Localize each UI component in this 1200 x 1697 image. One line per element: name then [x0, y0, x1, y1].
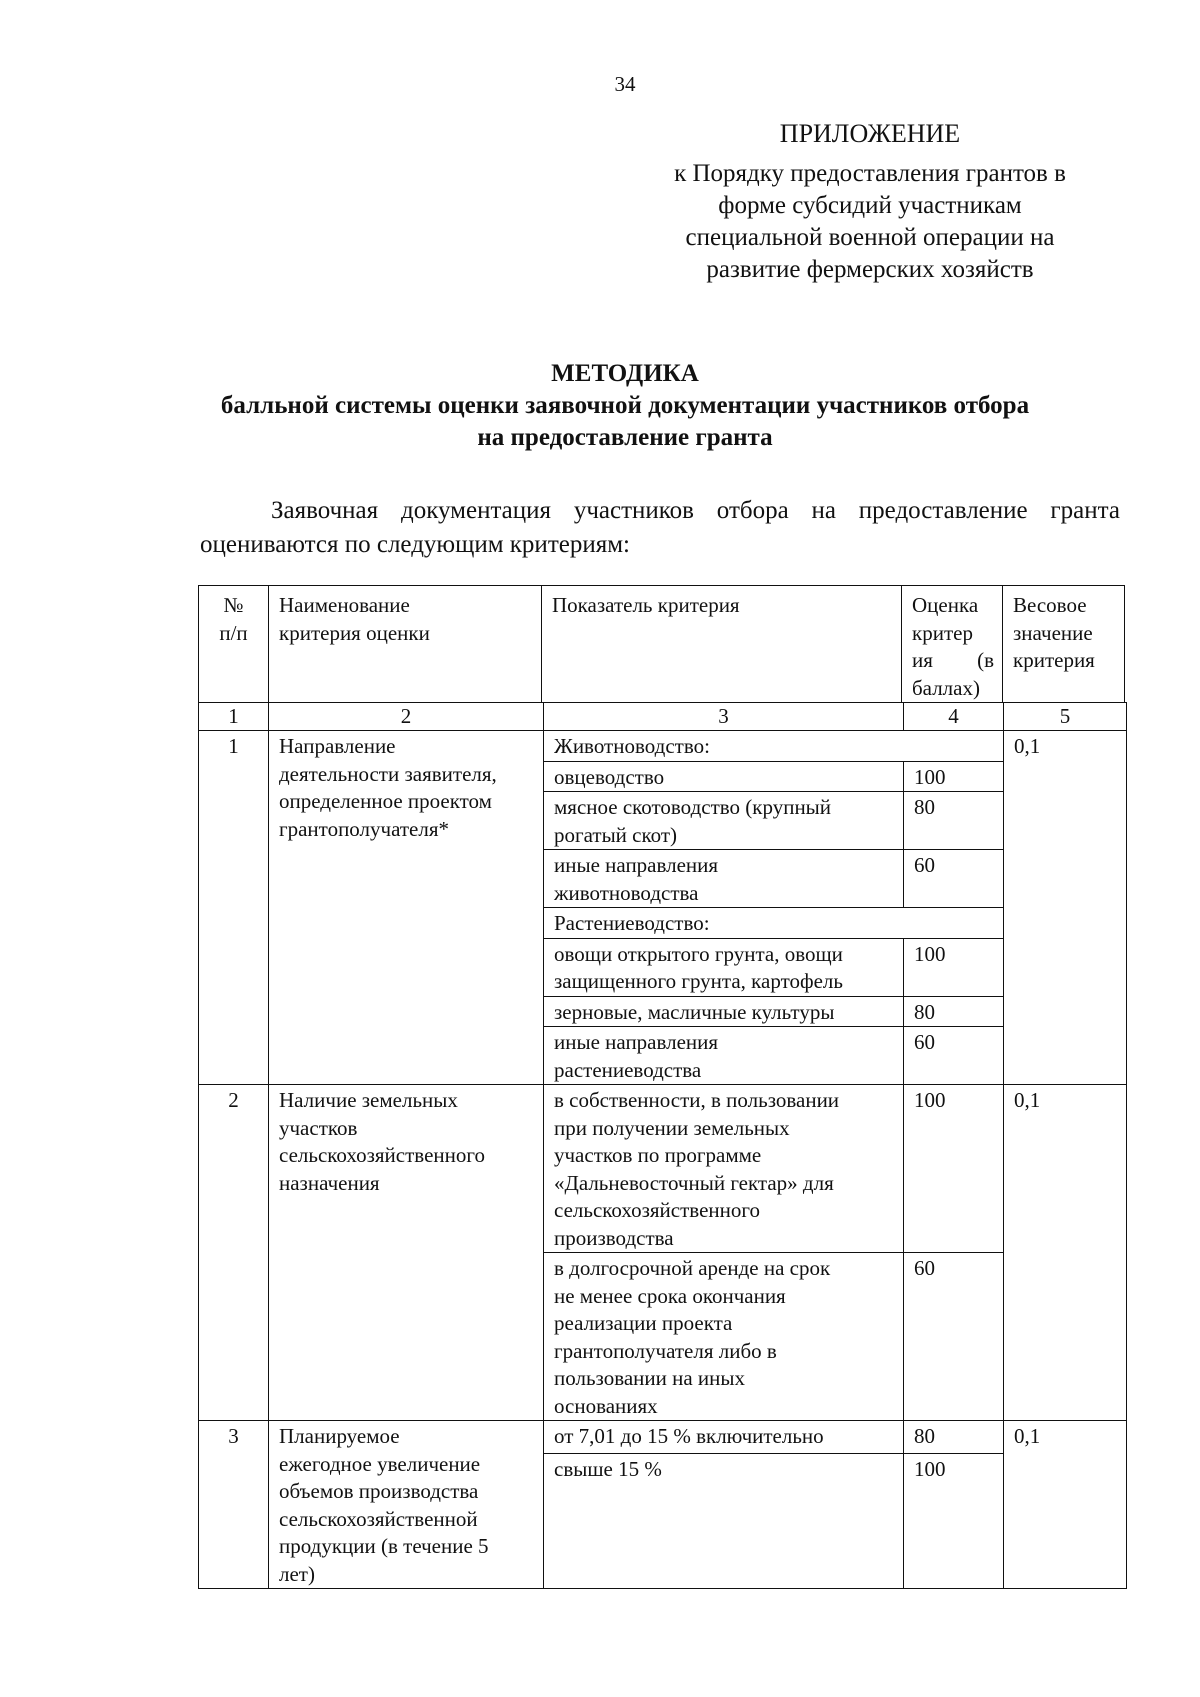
indicator-score: 60 — [904, 1027, 1004, 1085]
criteria-table-header — [198, 585, 1125, 703]
indicator-text: иные направления растениеводства — [544, 1027, 904, 1085]
indicator-score: 60 — [904, 850, 1004, 908]
title-line: МЕТОДИКА — [551, 360, 699, 387]
criterion-number: 1 — [199, 731, 269, 1085]
criterion-weight: 0,1 — [1004, 731, 1127, 1085]
indicator-group: Животноводство: — [544, 731, 1004, 762]
criteria-table — [198, 702, 1127, 1589]
indicator-score: 100 — [904, 1085, 1004, 1253]
criterion-weight: 0,1 — [1004, 1085, 1127, 1421]
header-number: № п/п — [199, 586, 269, 703]
criterion-name: Направление деятельности заявителя, определенное проектом грантополучателя* — [269, 731, 544, 1085]
indicator-score: 100 — [904, 761, 1004, 792]
column-number: 3 — [544, 703, 904, 731]
indicator-text: в долгосрочной аренде на срок не менее срока окончания реализации проекта грантополучателя либо в пользовании на иных основаниях — [544, 1253, 904, 1421]
title-line: балльной системы оценки заявочной документации участников отбора — [220, 392, 1030, 419]
indicator-text: мясное скотоводство (крупный рогатый скот) — [544, 792, 904, 850]
column-number-row — [199, 703, 1127, 731]
criterion-name: Наличие земельных участков сельскохозяйственного назначения — [269, 1085, 544, 1421]
indicator-text: от 7,01 до 15 % включительно — [544, 1421, 904, 1454]
criterion-weight: 0,1 — [1004, 1421, 1127, 1589]
criterion-number: 2 — [199, 1085, 269, 1421]
table-row — [199, 1421, 1127, 1454]
criterion-name: Планируемое ежегодное увеличение объемов производства сельскохозяйственной продукции (в течение 5 лет) — [269, 1421, 544, 1589]
appendix-line: форме субсидий участникам — [718, 192, 1022, 219]
indicator-score: 100 — [904, 1454, 1004, 1589]
appendix-line: к Порядку предоставления грантов в — [674, 160, 1066, 187]
column-number: 4 — [904, 703, 1004, 731]
indicator-text: иные направления животноводства — [544, 850, 904, 908]
table-row — [199, 1085, 1127, 1253]
header-score: Оценка критер ия (в баллах) — [902, 586, 1003, 703]
column-number: 5 — [1004, 703, 1127, 731]
column-number: 1 — [199, 703, 269, 731]
table-row — [199, 731, 1127, 762]
indicator-text: свыше 15 % — [544, 1454, 904, 1589]
indicator-text: в собственности, в пользовании при получении земельных участков по программе «Дальневосточный гектар» для сельскохозяйственного производства — [544, 1085, 904, 1253]
indicator-score: 60 — [904, 1253, 1004, 1421]
indicator-text: овцеводство — [544, 761, 904, 792]
indicator-group: Растениеводство: — [544, 908, 1004, 939]
document-title — [150, 358, 1100, 454]
intro-line: оцениваются по следующим критериям: — [200, 531, 630, 558]
indicator-text: овощи открытого грунта, овощи защищенного грунта, картофель — [544, 938, 904, 996]
appendix-line: специальной военной операции на — [685, 224, 1055, 251]
title-line: на предоставление гранта — [477, 424, 773, 451]
indicator-score: 80 — [904, 996, 1004, 1027]
header-weight: Весовое значение критерия — [1003, 586, 1125, 703]
criterion-number: 3 — [199, 1421, 269, 1589]
indicator-score: 80 — [904, 792, 1004, 850]
intro-paragraph — [200, 494, 1120, 562]
indicator-score: 80 — [904, 1421, 1004, 1454]
indicator-text: зерновые, масличные культуры — [544, 996, 904, 1027]
header-criterion-name: Наименование критерия оценки — [269, 586, 542, 703]
page-number: 34 — [614, 72, 636, 96]
indicator-score: 100 — [904, 938, 1004, 996]
appendix-block — [620, 118, 1120, 286]
intro-line: Заявочная документация участников отбора на предоставление гранта — [271, 497, 1120, 524]
header-indicator: Показатель критерия — [542, 586, 902, 703]
appendix-line: развитие фермерских хозяйств — [706, 256, 1034, 283]
appendix-heading: ПРИЛОЖЕНИЕ — [779, 119, 961, 148]
column-number: 2 — [269, 703, 544, 731]
